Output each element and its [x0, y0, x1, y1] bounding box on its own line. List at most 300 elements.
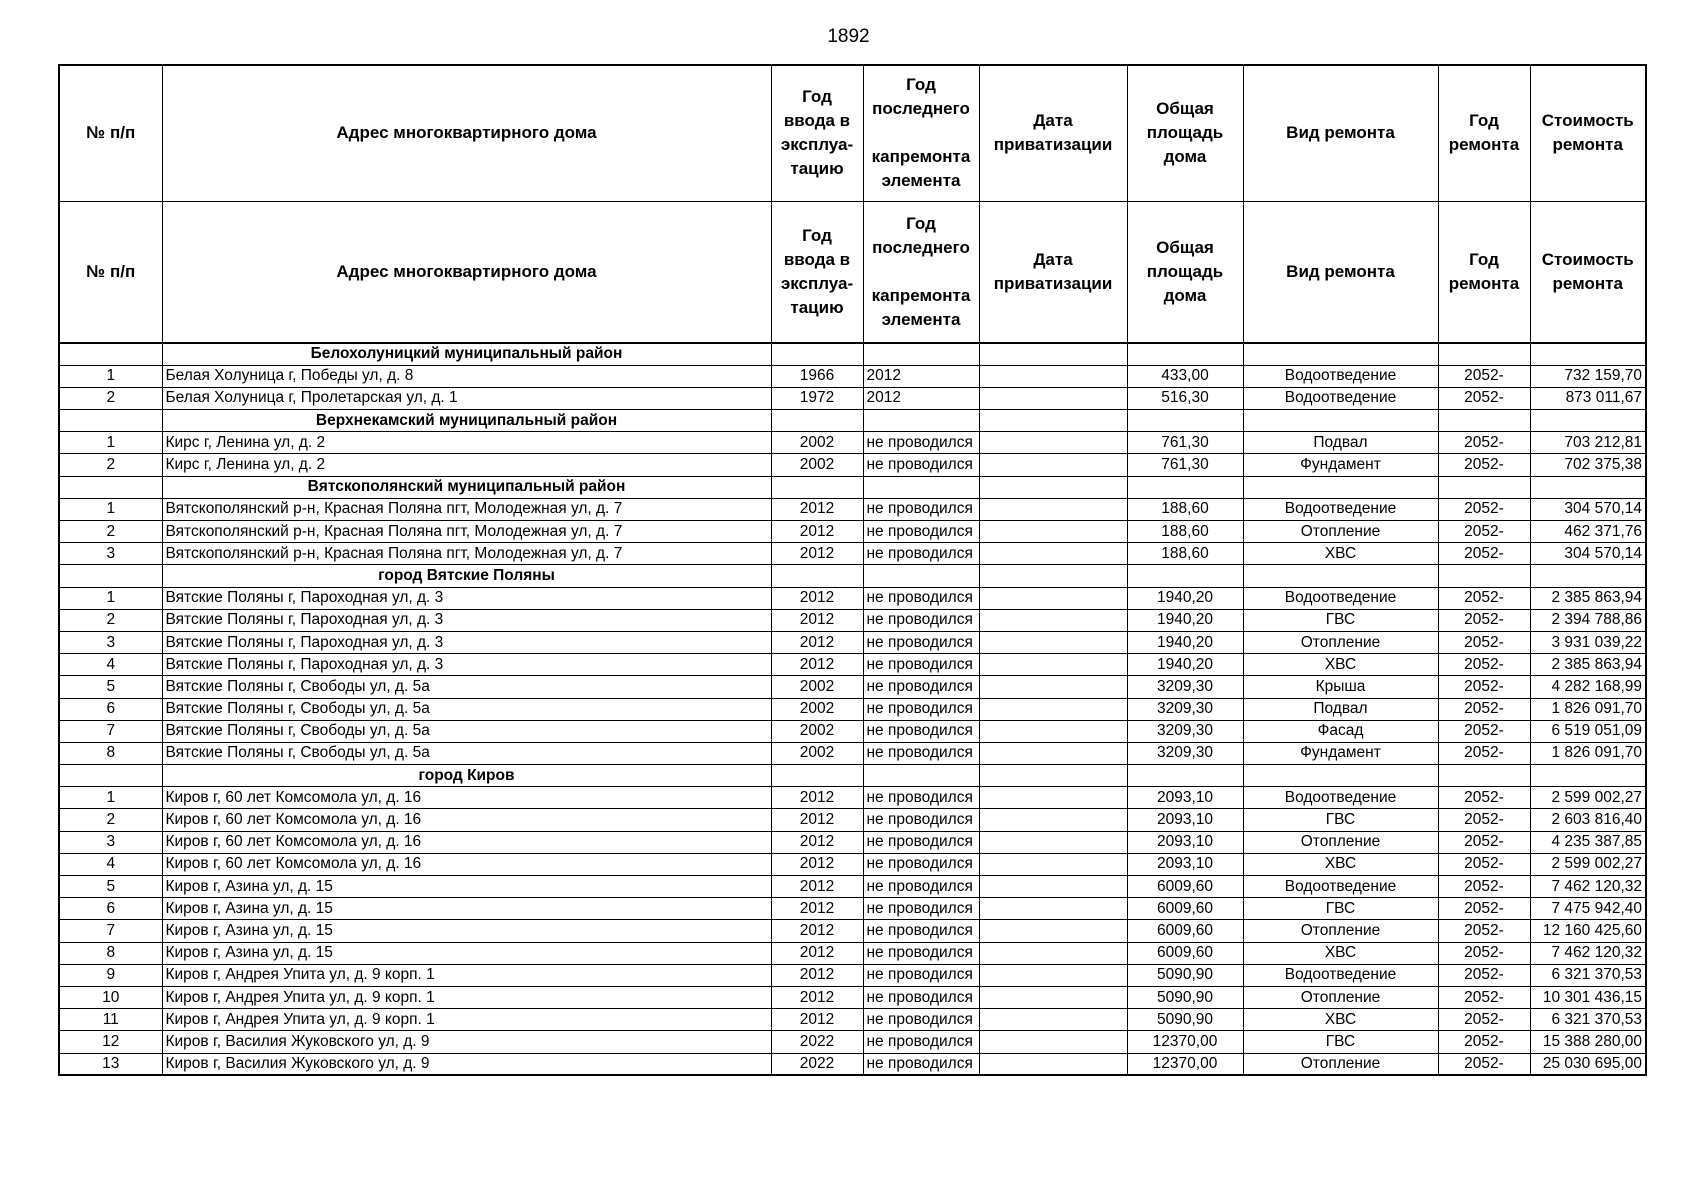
- table-row: [59, 853, 1646, 875]
- table-row: [59, 986, 1646, 1008]
- cell-repair-cost: 1 826 091,70: [1530, 742, 1646, 764]
- cell-total-area: 1940,20: [1127, 654, 1243, 676]
- table-row: [59, 809, 1646, 831]
- header-total-area: Общая площадь дома: [1127, 65, 1243, 201]
- cell-repair-year: 2052-: [1438, 809, 1530, 831]
- table-row: [59, 676, 1646, 698]
- cell-total-area: 2093,10: [1127, 787, 1243, 809]
- cell-repair-type: ХВС: [1243, 853, 1438, 875]
- cell-repair-cost: 703 212,81: [1530, 432, 1646, 454]
- cell-address: Вятские Поляны г, Свободы ул, д. 5а: [162, 698, 771, 720]
- cell-num: 2: [59, 809, 162, 831]
- empty-cell: [1243, 476, 1438, 498]
- housing-repair-table: [58, 64, 1647, 1076]
- cell-address: Киров г, 60 лет Комсомола ул, д. 16: [162, 831, 771, 853]
- cell-repair-year: 2052-: [1438, 942, 1530, 964]
- cell-repair-type: ХВС: [1243, 1009, 1438, 1031]
- cell-year-last-repair: не проводился: [863, 898, 979, 920]
- cell-total-area: 1940,20: [1127, 587, 1243, 609]
- cell-privatization-date: [979, 698, 1127, 720]
- cell-privatization-date: [979, 787, 1127, 809]
- header-repair-cost: Стоимость ремонта: [1530, 201, 1646, 343]
- table-row: [59, 942, 1646, 964]
- empty-cell: [1530, 565, 1646, 587]
- section-row: [59, 765, 1646, 787]
- cell-privatization-date: [979, 920, 1127, 942]
- cell-repair-type: Отопление: [1243, 831, 1438, 853]
- cell-repair-cost: 10 301 436,15: [1530, 986, 1646, 1008]
- cell-year-last-repair: не проводился: [863, 432, 979, 454]
- cell-address: Киров г, Азина ул, д. 15: [162, 942, 771, 964]
- cell-repair-type: Фундамент: [1243, 454, 1438, 476]
- cell-num: 12: [59, 1031, 162, 1053]
- cell-repair-type: ГВС: [1243, 609, 1438, 631]
- cell-year-commissioning: 2012: [771, 787, 863, 809]
- section-row: [59, 565, 1646, 587]
- cell-year-last-repair: не проводился: [863, 631, 979, 653]
- cell-privatization-date: [979, 1009, 1127, 1031]
- cell-total-area: 188,60: [1127, 521, 1243, 543]
- header-year-last-repair: [863, 65, 979, 201]
- empty-cell: [771, 765, 863, 787]
- cell-year-last-repair: не проводился: [863, 1031, 979, 1053]
- cell-year-last-repair: 2012: [863, 365, 979, 387]
- header-privatization-date: Дата приватизации: [979, 65, 1127, 201]
- table-row: [59, 654, 1646, 676]
- cell-repair-year: 2052-: [1438, 986, 1530, 1008]
- empty-cell: [59, 565, 162, 587]
- cell-year-commissioning: 2012: [771, 898, 863, 920]
- cell-address: Белая Холуница г, Пролетарская ул, д. 1: [162, 387, 771, 409]
- table-row: [59, 1009, 1646, 1031]
- cell-total-area: 3209,30: [1127, 720, 1243, 742]
- cell-repair-type: Водоотведение: [1243, 964, 1438, 986]
- cell-privatization-date: [979, 631, 1127, 653]
- cell-address: Киров г, 60 лет Комсомола ул, д. 16: [162, 853, 771, 875]
- cell-repair-cost: 6 519 051,09: [1530, 720, 1646, 742]
- cell-privatization-date: [979, 742, 1127, 764]
- table-row: [59, 631, 1646, 653]
- cell-year-commissioning: 2012: [771, 631, 863, 653]
- cell-num: 1: [59, 365, 162, 387]
- cell-year-commissioning: 2002: [771, 432, 863, 454]
- cell-year-commissioning: 2012: [771, 609, 863, 631]
- cell-year-last-repair: не проводился: [863, 676, 979, 698]
- cell-address: Вятские Поляны г, Пароходная ул, д. 3: [162, 654, 771, 676]
- empty-cell: [863, 343, 979, 365]
- cell-num: 1: [59, 587, 162, 609]
- cell-repair-cost: 4 282 168,99: [1530, 676, 1646, 698]
- page-number: 1892: [827, 26, 870, 47]
- cell-total-area: 2093,10: [1127, 831, 1243, 853]
- cell-year-commissioning: 2012: [771, 964, 863, 986]
- section-name: Верхнекамский муниципальный район: [162, 410, 771, 432]
- cell-year-last-repair: не проводился: [863, 587, 979, 609]
- cell-year-last-repair: не проводился: [863, 920, 979, 942]
- cell-year-last-repair: не проводился: [863, 521, 979, 543]
- header-num: № п/п: [59, 65, 162, 201]
- cell-repair-cost: 2 394 788,86: [1530, 609, 1646, 631]
- cell-total-area: 3209,30: [1127, 742, 1243, 764]
- cell-privatization-date: [979, 654, 1127, 676]
- empty-cell: [59, 476, 162, 498]
- cell-privatization-date: [979, 898, 1127, 920]
- table-row: [59, 698, 1646, 720]
- cell-repair-cost: 2 599 002,27: [1530, 853, 1646, 875]
- section-name: город Киров: [162, 765, 771, 787]
- empty-cell: [1530, 343, 1646, 365]
- cell-repair-type: ГВС: [1243, 1031, 1438, 1053]
- cell-total-area: 12370,00: [1127, 1053, 1243, 1075]
- empty-cell: [863, 565, 979, 587]
- cell-year-commissioning: 1966: [771, 365, 863, 387]
- cell-address: Кирс г, Ленина ул, д. 2: [162, 454, 771, 476]
- cell-repair-cost: 2 385 863,94: [1530, 587, 1646, 609]
- cell-year-last-repair: не проводился: [863, 831, 979, 853]
- cell-year-last-repair: не проводился: [863, 609, 979, 631]
- cell-repair-cost: 304 570,14: [1530, 543, 1646, 565]
- cell-total-area: 6009,60: [1127, 942, 1243, 964]
- cell-privatization-date: [979, 853, 1127, 875]
- empty-cell: [59, 765, 162, 787]
- cell-repair-type: Фасад: [1243, 720, 1438, 742]
- section-row: [59, 410, 1646, 432]
- cell-num: 9: [59, 964, 162, 986]
- cell-repair-year: 2052-: [1438, 831, 1530, 853]
- cell-privatization-date: [979, 831, 1127, 853]
- cell-address: Киров г, Азина ул, д. 15: [162, 898, 771, 920]
- cell-repair-type: Фундамент: [1243, 742, 1438, 764]
- cell-year-commissioning: 2012: [771, 876, 863, 898]
- cell-address: Белая Холуница г, Победы ул, д. 8: [162, 365, 771, 387]
- header-year-commissioning: Год ввода в эксплуа-тацию: [771, 65, 863, 201]
- cell-year-last-repair: не проводился: [863, 720, 979, 742]
- header-row-repeat: [59, 201, 1646, 343]
- cell-num: 4: [59, 654, 162, 676]
- table-row: [59, 587, 1646, 609]
- cell-total-area: 2093,10: [1127, 809, 1243, 831]
- cell-num: 3: [59, 543, 162, 565]
- cell-total-area: 516,30: [1127, 387, 1243, 409]
- cell-privatization-date: [979, 387, 1127, 409]
- cell-num: 8: [59, 942, 162, 964]
- cell-num: 1: [59, 432, 162, 454]
- table-row: [59, 609, 1646, 631]
- cell-address: Киров г, Азина ул, д. 15: [162, 876, 771, 898]
- cell-repair-cost: 7 462 120,32: [1530, 942, 1646, 964]
- table-row: [59, 365, 1646, 387]
- header-total-area: Общая площадь дома: [1127, 201, 1243, 343]
- cell-num: 8: [59, 742, 162, 764]
- cell-address: Вятскополянский р-н, Красная Поляна пгт, Молодежная ул, д. 7: [162, 498, 771, 520]
- header-year-commissioning: Год ввода в эксплуа-тацию: [771, 201, 863, 343]
- cell-repair-cost: 873 011,67: [1530, 387, 1646, 409]
- cell-year-commissioning: 2002: [771, 742, 863, 764]
- header-address: Адрес многоквартирного дома: [162, 201, 771, 343]
- table-row: [59, 742, 1646, 764]
- cell-repair-year: 2052-: [1438, 543, 1530, 565]
- cell-repair-type: Отопление: [1243, 521, 1438, 543]
- cell-privatization-date: [979, 521, 1127, 543]
- cell-address: Киров г, Азина ул, д. 15: [162, 920, 771, 942]
- cell-repair-type: Водоотведение: [1243, 387, 1438, 409]
- cell-repair-type: Крыша: [1243, 676, 1438, 698]
- cell-privatization-date: [979, 454, 1127, 476]
- cell-repair-type: Водоотведение: [1243, 498, 1438, 520]
- cell-repair-year: 2052-: [1438, 654, 1530, 676]
- cell-address: Киров г, Василия Жуковского ул, д. 9: [162, 1031, 771, 1053]
- cell-total-area: 761,30: [1127, 454, 1243, 476]
- empty-cell: [1438, 410, 1530, 432]
- cell-privatization-date: [979, 964, 1127, 986]
- cell-repair-type: Водоотведение: [1243, 587, 1438, 609]
- cell-total-area: 6009,60: [1127, 876, 1243, 898]
- cell-year-commissioning: 2002: [771, 454, 863, 476]
- cell-repair-type: Водоотведение: [1243, 365, 1438, 387]
- cell-total-area: 433,00: [1127, 365, 1243, 387]
- empty-cell: [979, 765, 1127, 787]
- cell-repair-year: 2052-: [1438, 720, 1530, 742]
- cell-repair-year: 2052-: [1438, 1031, 1530, 1053]
- section-name: Белохолуницкий муниципальный район: [162, 343, 771, 365]
- header-row: [59, 65, 1646, 201]
- cell-year-last-repair: не проводился: [863, 986, 979, 1008]
- cell-year-commissioning: 2012: [771, 654, 863, 676]
- cell-repair-cost: 7 462 120,32: [1530, 876, 1646, 898]
- table-row: [59, 543, 1646, 565]
- cell-address: Киров г, 60 лет Комсомола ул, д. 16: [162, 787, 771, 809]
- empty-cell: [771, 343, 863, 365]
- header-year-last-repair-top: Год последнего: [872, 213, 970, 257]
- empty-cell: [1243, 410, 1438, 432]
- empty-cell: [1243, 343, 1438, 365]
- cell-year-commissioning: 2012: [771, 1009, 863, 1031]
- cell-privatization-date: [979, 365, 1127, 387]
- cell-privatization-date: [979, 609, 1127, 631]
- empty-cell: [863, 410, 979, 432]
- table-row: [59, 1053, 1646, 1075]
- table-row: [59, 964, 1646, 986]
- table-row: [59, 787, 1646, 809]
- cell-year-commissioning: 2002: [771, 698, 863, 720]
- cell-privatization-date: [979, 986, 1127, 1008]
- cell-address: Вятскополянский р-н, Красная Поляна пгт, Молодежная ул, д. 7: [162, 521, 771, 543]
- cell-privatization-date: [979, 587, 1127, 609]
- cell-total-area: 5090,90: [1127, 986, 1243, 1008]
- cell-repair-year: 2052-: [1438, 365, 1530, 387]
- empty-cell: [1127, 410, 1243, 432]
- empty-cell: [1127, 343, 1243, 365]
- cell-num: 10: [59, 986, 162, 1008]
- cell-num: 1: [59, 498, 162, 520]
- cell-repair-year: 2052-: [1438, 609, 1530, 631]
- empty-cell: [771, 476, 863, 498]
- cell-num: 2: [59, 609, 162, 631]
- cell-repair-cost: 25 030 695,00: [1530, 1053, 1646, 1075]
- cell-privatization-date: [979, 876, 1127, 898]
- cell-repair-cost: 6 321 370,53: [1530, 964, 1646, 986]
- empty-cell: [1127, 765, 1243, 787]
- cell-repair-cost: 15 388 280,00: [1530, 1031, 1646, 1053]
- cell-year-commissioning: 2012: [771, 942, 863, 964]
- cell-repair-year: 2052-: [1438, 676, 1530, 698]
- empty-cell: [771, 410, 863, 432]
- cell-num: 3: [59, 631, 162, 653]
- empty-cell: [979, 343, 1127, 365]
- table-row: [59, 720, 1646, 742]
- cell-privatization-date: [979, 720, 1127, 742]
- empty-cell: [979, 476, 1127, 498]
- cell-repair-year: 2052-: [1438, 964, 1530, 986]
- table-row: [59, 831, 1646, 853]
- cell-year-last-repair: не проводился: [863, 454, 979, 476]
- cell-repair-type: ХВС: [1243, 543, 1438, 565]
- empty-cell: [1127, 565, 1243, 587]
- cell-year-last-repair: не проводился: [863, 1053, 979, 1075]
- header-address: Адрес многоквартирного дома: [162, 65, 771, 201]
- cell-total-area: 3209,30: [1127, 676, 1243, 698]
- cell-address: Киров г, 60 лет Комсомола ул, д. 16: [162, 809, 771, 831]
- section-row: [59, 476, 1646, 498]
- cell-total-area: 761,30: [1127, 432, 1243, 454]
- cell-repair-type: Отопление: [1243, 986, 1438, 1008]
- empty-cell: [1243, 765, 1438, 787]
- cell-year-commissioning: 2002: [771, 676, 863, 698]
- cell-total-area: 188,60: [1127, 543, 1243, 565]
- cell-privatization-date: [979, 1031, 1127, 1053]
- cell-num: 2: [59, 454, 162, 476]
- cell-repair-year: 2052-: [1438, 1053, 1530, 1075]
- cell-year-last-repair: не проводился: [863, 742, 979, 764]
- cell-repair-type: Водоотведение: [1243, 876, 1438, 898]
- cell-num: 2: [59, 521, 162, 543]
- cell-total-area: 1940,20: [1127, 609, 1243, 631]
- cell-repair-year: 2052-: [1438, 898, 1530, 920]
- cell-repair-year: 2052-: [1438, 521, 1530, 543]
- empty-cell: [59, 343, 162, 365]
- cell-repair-year: 2052-: [1438, 742, 1530, 764]
- cell-repair-year: 2052-: [1438, 498, 1530, 520]
- cell-repair-cost: 2 603 816,40: [1530, 809, 1646, 831]
- empty-cell: [863, 765, 979, 787]
- empty-cell: [1438, 565, 1530, 587]
- header-repair-type: Вид ремонта: [1243, 201, 1438, 343]
- cell-total-area: 12370,00: [1127, 1031, 1243, 1053]
- cell-repair-year: 2052-: [1438, 698, 1530, 720]
- cell-repair-cost: 702 375,38: [1530, 454, 1646, 476]
- cell-total-area: 6009,60: [1127, 898, 1243, 920]
- header-privatization-date: Дата приватизации: [979, 201, 1127, 343]
- cell-num: 5: [59, 876, 162, 898]
- cell-repair-year: 2052-: [1438, 454, 1530, 476]
- cell-repair-type: Отопление: [1243, 1053, 1438, 1075]
- header-year-last-repair-bottom: капремонта элемента: [871, 285, 971, 329]
- cell-year-last-repair: не проводился: [863, 964, 979, 986]
- cell-address: Вятские Поляны г, Свободы ул, д. 5а: [162, 676, 771, 698]
- header-repair-year: Год ремонта: [1438, 65, 1530, 201]
- header-repair-year: Год ремонта: [1438, 201, 1530, 343]
- section-row: [59, 343, 1646, 365]
- cell-address: Вятскополянский р-н, Красная Поляна пгт, Молодежная ул, д. 7: [162, 543, 771, 565]
- empty-cell: [1438, 343, 1530, 365]
- cell-privatization-date: [979, 942, 1127, 964]
- cell-privatization-date: [979, 1053, 1127, 1075]
- cell-repair-cost: 6 321 370,53: [1530, 1009, 1646, 1031]
- cell-year-commissioning: 2012: [771, 986, 863, 1008]
- cell-year-commissioning: 2012: [771, 809, 863, 831]
- header-year-last-repair-bottom: капремонта элемента: [871, 147, 971, 191]
- cell-year-last-repair: не проводился: [863, 787, 979, 809]
- empty-cell: [979, 410, 1127, 432]
- cell-repair-year: 2052-: [1438, 587, 1530, 609]
- empty-cell: [59, 410, 162, 432]
- cell-address: Вятские Поляны г, Пароходная ул, д. 3: [162, 609, 771, 631]
- cell-num: 2: [59, 387, 162, 409]
- empty-cell: [771, 565, 863, 587]
- cell-repair-type: Подвал: [1243, 432, 1438, 454]
- cell-num: 5: [59, 676, 162, 698]
- cell-year-last-repair: не проводился: [863, 809, 979, 831]
- cell-total-area: 2093,10: [1127, 853, 1243, 875]
- cell-privatization-date: [979, 809, 1127, 831]
- cell-year-commissioning: 2022: [771, 1053, 863, 1075]
- empty-cell: [1438, 476, 1530, 498]
- cell-repair-year: 2052-: [1438, 920, 1530, 942]
- cell-repair-cost: 12 160 425,60: [1530, 920, 1646, 942]
- table-row: [59, 920, 1646, 942]
- cell-num: 6: [59, 698, 162, 720]
- cell-num: 7: [59, 920, 162, 942]
- cell-total-area: 3209,30: [1127, 698, 1243, 720]
- header-repair-cost: Стоимость ремонта: [1530, 65, 1646, 201]
- cell-num: 11: [59, 1009, 162, 1031]
- cell-address: Киров г, Андрея Упита ул, д. 9 корп. 1: [162, 1009, 771, 1031]
- cell-year-commissioning: 2012: [771, 920, 863, 942]
- cell-total-area: 188,60: [1127, 498, 1243, 520]
- cell-year-commissioning: 1972: [771, 387, 863, 409]
- cell-repair-cost: 2 385 863,94: [1530, 654, 1646, 676]
- cell-repair-cost: 304 570,14: [1530, 498, 1646, 520]
- empty-cell: [1530, 476, 1646, 498]
- cell-year-last-repair: не проводился: [863, 853, 979, 875]
- cell-year-last-repair: не проводился: [863, 543, 979, 565]
- cell-year-last-repair: не проводился: [863, 1009, 979, 1031]
- cell-repair-year: 2052-: [1438, 631, 1530, 653]
- cell-address: Киров г, Андрея Упита ул, д. 9 корп. 1: [162, 964, 771, 986]
- cell-num: 4: [59, 853, 162, 875]
- cell-repair-year: 2052-: [1438, 853, 1530, 875]
- empty-cell: [1438, 765, 1530, 787]
- cell-repair-type: Подвал: [1243, 698, 1438, 720]
- cell-repair-cost: 4 235 387,85: [1530, 831, 1646, 853]
- cell-repair-cost: 462 371,76: [1530, 521, 1646, 543]
- cell-repair-cost: 1 826 091,70: [1530, 698, 1646, 720]
- empty-cell: [863, 476, 979, 498]
- table-row: [59, 1031, 1646, 1053]
- table-row: [59, 387, 1646, 409]
- cell-privatization-date: [979, 543, 1127, 565]
- cell-repair-cost: 7 475 942,40: [1530, 898, 1646, 920]
- header-repair-type: Вид ремонта: [1243, 65, 1438, 201]
- cell-address: Вятские Поляны г, Свободы ул, д. 5а: [162, 720, 771, 742]
- cell-repair-year: 2052-: [1438, 432, 1530, 454]
- cell-repair-cost: 2 599 002,27: [1530, 787, 1646, 809]
- cell-address: Киров г, Василия Жуковского ул, д. 9: [162, 1053, 771, 1075]
- section-name: город Вятские Поляны: [162, 565, 771, 587]
- cell-year-last-repair: не проводился: [863, 498, 979, 520]
- section-name: Вятскополянский муниципальный район: [162, 476, 771, 498]
- cell-year-last-repair: 2012: [863, 387, 979, 409]
